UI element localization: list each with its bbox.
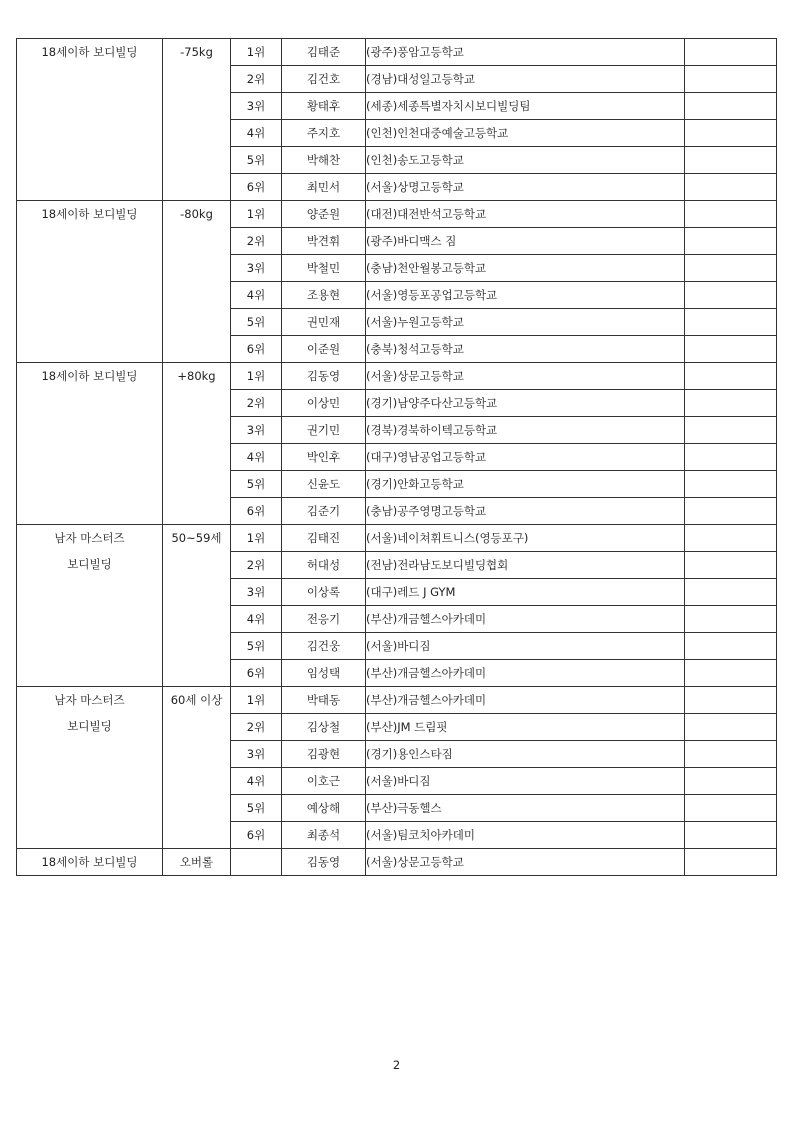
name-cell: 이상민 [282, 390, 366, 417]
category-line: 18세이하 보디빌딩 [41, 45, 138, 59]
category-line: 18세이하 보디빌딩 [41, 369, 138, 383]
rank-cell: 6위 [231, 822, 282, 849]
note-cell [685, 795, 777, 822]
rank-cell: 1위 [231, 201, 282, 228]
name-cell: 권민재 [282, 309, 366, 336]
results-table [16, 38, 777, 876]
name-cell: 신윤도 [282, 471, 366, 498]
affiliation-cell: (경기)용인스타짐 [366, 741, 685, 768]
name-cell: 임성택 [282, 660, 366, 687]
rank-cell: 4위 [231, 120, 282, 147]
category-cell [17, 39, 163, 201]
affiliation-cell: (부산)JM 드림핏 [366, 714, 685, 741]
page-number: 2 [392, 1058, 401, 1072]
affiliation-cell: (부산)개금헬스아카데미 [366, 687, 685, 714]
name-cell: 김광현 [282, 741, 366, 768]
name-cell: 이준원 [282, 336, 366, 363]
note-cell [685, 309, 777, 336]
affiliation-cell: (부산)개금헬스아카데미 [366, 606, 685, 633]
affiliation-cell: (경기)안화고등학교 [366, 471, 685, 498]
note-cell [685, 498, 777, 525]
name-cell: 박견휘 [282, 228, 366, 255]
note-cell [685, 255, 777, 282]
weight-class-cell: 60세 이상 [163, 687, 231, 849]
name-cell: 김태준 [282, 39, 366, 66]
affiliation-cell: (서울)상문고등학교 [366, 849, 685, 876]
table-row [17, 363, 777, 390]
affiliation-cell: (충남)공주영명고등학교 [366, 498, 685, 525]
note-cell [685, 525, 777, 552]
rank-cell: 2위 [231, 228, 282, 255]
name-cell: 박인후 [282, 444, 366, 471]
name-cell: 주지호 [282, 120, 366, 147]
name-cell: 최종석 [282, 822, 366, 849]
affiliation-cell: (부산)개금헬스아카데미 [366, 660, 685, 687]
category-line: 18세이하 보디빌딩 [41, 207, 138, 221]
table-row [17, 687, 777, 714]
rank-cell: 3위 [231, 741, 282, 768]
rank-cell: 2위 [231, 714, 282, 741]
affiliation-cell: (서울)바디짐 [366, 768, 685, 795]
note-cell [685, 822, 777, 849]
name-cell: 허대성 [282, 552, 366, 579]
note-cell [685, 417, 777, 444]
name-cell: 김태진 [282, 525, 366, 552]
note-cell [685, 741, 777, 768]
affiliation-cell: (충남)천안월봉고등학교 [366, 255, 685, 282]
category-line: 보디빌딩 [67, 557, 112, 571]
rank-cell: 5위 [231, 471, 282, 498]
rank-cell: 4위 [231, 444, 282, 471]
name-cell: 조용현 [282, 282, 366, 309]
category-cell [17, 849, 163, 876]
rank-cell: 2위 [231, 390, 282, 417]
rank-cell: 6위 [231, 660, 282, 687]
note-cell [685, 444, 777, 471]
note-cell [685, 687, 777, 714]
affiliation-cell: (경남)대성일고등학교 [366, 66, 685, 93]
note-cell [685, 39, 777, 66]
affiliation-cell: (대전)대전반석고등학교 [366, 201, 685, 228]
name-cell: 박철민 [282, 255, 366, 282]
name-cell: 이상록 [282, 579, 366, 606]
note-cell [685, 201, 777, 228]
note-cell [685, 633, 777, 660]
rank-cell: 5위 [231, 147, 282, 174]
rank-cell: 3위 [231, 579, 282, 606]
weight-class-cell: +80kg [163, 363, 231, 525]
note-cell [685, 336, 777, 363]
name-cell: 김건호 [282, 66, 366, 93]
category-line: 남자 마스터즈 [54, 531, 125, 545]
rank-cell: 6위 [231, 336, 282, 363]
table-row [17, 525, 777, 552]
name-cell: 김준기 [282, 498, 366, 525]
weight-class-cell: 50~59세 [163, 525, 231, 687]
affiliation-cell: (대구)레드 J GYM [366, 579, 685, 606]
name-cell: 양준원 [282, 201, 366, 228]
name-cell: 예상해 [282, 795, 366, 822]
rank-cell: 4위 [231, 606, 282, 633]
note-cell [685, 660, 777, 687]
rank-cell: 1위 [231, 525, 282, 552]
rank-cell: 6위 [231, 174, 282, 201]
affiliation-cell: (대구)영남공업고등학교 [366, 444, 685, 471]
name-cell: 김상철 [282, 714, 366, 741]
rank-cell: 2위 [231, 66, 282, 93]
category-cell [17, 525, 163, 687]
affiliation-cell: (서울)누원고등학교 [366, 309, 685, 336]
affiliation-cell: (서울)네이쳐휘트니스(영등포구) [366, 525, 685, 552]
rank-cell: 4위 [231, 282, 282, 309]
rank-cell [231, 849, 282, 876]
name-cell: 권기민 [282, 417, 366, 444]
affiliation-cell: (광주)바디맥스 짐 [366, 228, 685, 255]
category-line: 보디빌딩 [67, 719, 112, 733]
affiliation-cell: (인천)인천대중예술고등학교 [366, 120, 685, 147]
note-cell [685, 147, 777, 174]
note-cell [685, 93, 777, 120]
affiliation-cell: (서울)상문고등학교 [366, 363, 685, 390]
affiliation-cell: (부산)극동헬스 [366, 795, 685, 822]
rank-cell: 2위 [231, 552, 282, 579]
name-cell: 김건웅 [282, 633, 366, 660]
rank-cell: 3위 [231, 255, 282, 282]
affiliation-cell: (서울)상명고등학교 [366, 174, 685, 201]
results-body [17, 39, 777, 876]
rank-cell: 5위 [231, 309, 282, 336]
category-cell [17, 363, 163, 525]
name-cell: 최민서 [282, 174, 366, 201]
note-cell [685, 768, 777, 795]
note-cell [685, 606, 777, 633]
note-cell [685, 579, 777, 606]
name-cell: 박태동 [282, 687, 366, 714]
affiliation-cell: (경북)경북하이텍고등학교 [366, 417, 685, 444]
rank-cell: 4위 [231, 768, 282, 795]
rank-cell: 1위 [231, 687, 282, 714]
note-cell [685, 471, 777, 498]
note-cell [685, 714, 777, 741]
name-cell: 박해찬 [282, 147, 366, 174]
note-cell [685, 282, 777, 309]
name-cell: 황태후 [282, 93, 366, 120]
weight-class-cell: 오버롤 [163, 849, 231, 876]
category-cell [17, 687, 163, 849]
rank-cell: 1위 [231, 363, 282, 390]
category-line: 남자 마스터즈 [54, 693, 125, 707]
affiliation-cell: (인천)송도고등학교 [366, 147, 685, 174]
rank-cell: 3위 [231, 93, 282, 120]
rank-cell: 5위 [231, 633, 282, 660]
note-cell [685, 228, 777, 255]
affiliation-cell: (경기)남양주다산고등학교 [366, 390, 685, 417]
note-cell [685, 363, 777, 390]
affiliation-cell: (세종)세종특별자치시보디빌딩팀 [366, 93, 685, 120]
note-cell [685, 120, 777, 147]
rank-cell: 6위 [231, 498, 282, 525]
category-cell [17, 201, 163, 363]
affiliation-cell: (전남)전라남도보디빌딩협회 [366, 552, 685, 579]
table-row [17, 39, 777, 66]
note-cell [685, 849, 777, 876]
table-row [17, 849, 777, 876]
category-line: 18세이하 보디빌딩 [41, 855, 138, 869]
weight-class-cell: -80kg [163, 201, 231, 363]
affiliation-cell: (광주)풍암고등학교 [366, 39, 685, 66]
name-cell: 김동영 [282, 363, 366, 390]
affiliation-cell: (서울)팀코치아카데미 [366, 822, 685, 849]
name-cell: 김동영 [282, 849, 366, 876]
note-cell [685, 390, 777, 417]
rank-cell: 5위 [231, 795, 282, 822]
weight-class-cell: -75kg [163, 39, 231, 201]
note-cell [685, 66, 777, 93]
name-cell: 전응기 [282, 606, 366, 633]
note-cell [685, 174, 777, 201]
note-cell [685, 552, 777, 579]
affiliation-cell: (서울)바디짐 [366, 633, 685, 660]
name-cell: 이호근 [282, 768, 366, 795]
rank-cell: 1위 [231, 39, 282, 66]
affiliation-cell: (서울)영등포공업고등학교 [366, 282, 685, 309]
rank-cell: 3위 [231, 417, 282, 444]
table-row [17, 201, 777, 228]
affiliation-cell: (충북)청석고등학교 [366, 336, 685, 363]
